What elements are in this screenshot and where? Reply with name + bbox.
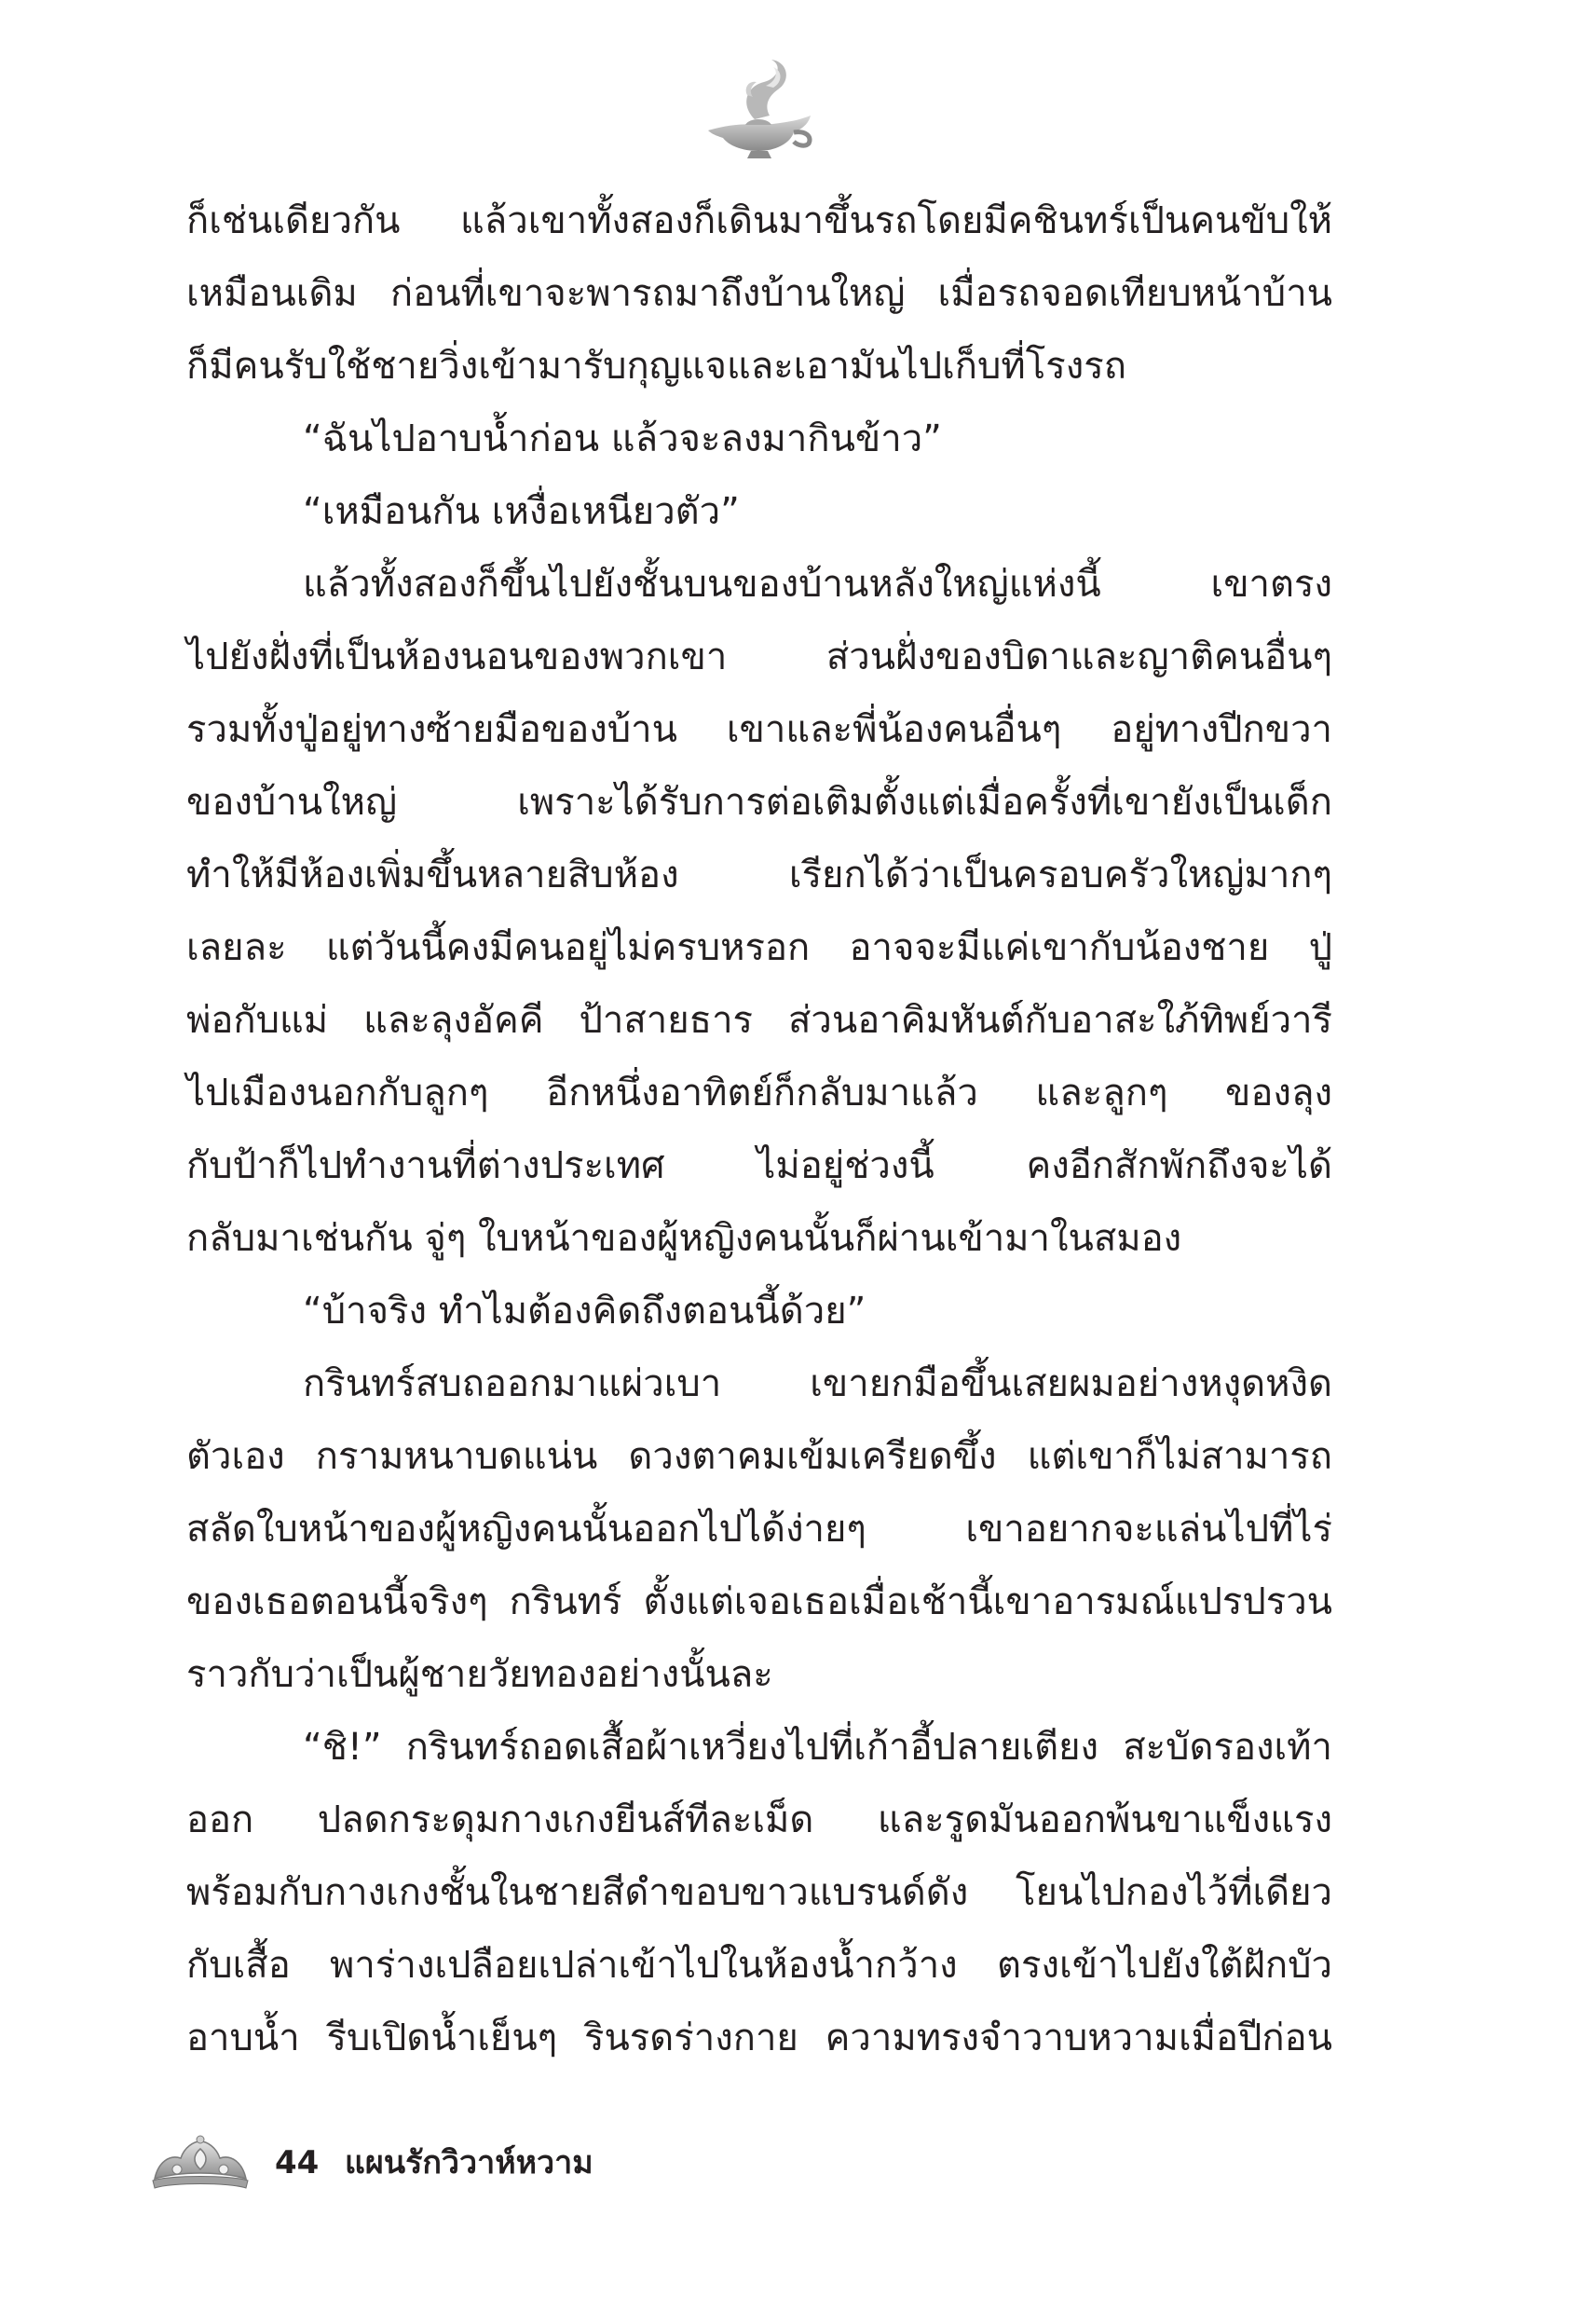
text-line: ออก ปลดกระดุมกางเกงยีนส์ทีละเม็ด และรูดมันออกพ้นขาแข็งแรง xyxy=(186,1798,1332,1841)
text-line: อาบน้ำ รีบเปิดน้ำเย็นๆ รินรดร่างกาย ความทรงจำวาบหวามเมื่อปีก่อน xyxy=(186,2017,1332,2059)
text-line: เหมือนเดิม ก่อนที่เขาจะพารถมาถึงบ้านใหญ่ เมื่อรถจอดเทียบหน้าบ้าน xyxy=(186,272,1332,315)
text-line: กับเสื้อ พาร่างเปลือยเปล่าเข้าไปในห้องน้ำกว้าง ตรงเข้าไปยังใต้ฝักบัว xyxy=(186,1944,1332,1987)
text-line: แล้วทั้งสองก็ขึ้นไปยังชั้นบนของบ้านหลังใหญ่แห่งนี้ เขาตรง xyxy=(303,563,1332,606)
text-line: กรินทร์สบถออกมาแผ่วเบา เขายกมือขึ้นเสยผมอย่างหงุดหงิด xyxy=(303,1362,1332,1405)
text-line: ราวกับว่าเป็นผู้ชายวัยทองอย่างนั้นละ xyxy=(186,1653,773,1696)
text-line: สลัดใบหน้าของผู้หญิงคนนั้นออกไปได้ง่ายๆ เขาอยากจะแล่นไปที่ไร่ xyxy=(186,1508,1332,1551)
page-footer xyxy=(149,2134,801,2199)
text-line: ก็มีคนรับใช้ชายวิ่งเข้ามารับกุญแจและเอามันไปเก็บที่โรงรถ xyxy=(186,345,1126,388)
text-line: ไปยังฝั่งที่เป็นห้องนอนของพวกเขา ส่วนฝั่งของบิดาและญาติคนอื่นๆ xyxy=(186,636,1332,678)
text-line: ของเธอตอนนี้จริงๆ กรินทร์ ตั้งแต่เจอเธอเมื่อเช้านี้เขาอารมณ์แปรปรวน xyxy=(186,1580,1332,1623)
text-line: ไปเมืองนอกกับลูกๆ อีกหนึ่งอาทิตย์ก็กลับมาแล้ว และลูกๆ ของลุง xyxy=(186,1072,1332,1114)
text-line: “ชิ!” กรินทร์ถอดเสื้อผ้าเหวี่ยงไปที่เก้าอี้ปลายเตียง สะบัดรองเท้า xyxy=(303,1726,1332,1769)
text-line: ตัวเอง กรามหนาบดแน่น ดวงตาคมเข้มเครียดขึ้ง แต่เขาก็ไม่สามารถ xyxy=(186,1435,1332,1478)
text-line: พร้อมกับกางเกงชั้นในชายสีดำขอบขาวแบรนด์ดัง โยนไปกองไว้ที่เดียว xyxy=(186,1871,1332,1914)
text-line: ของบ้านใหญ่ เพราะได้รับการต่อเติมตั้งแต่เมื่อครั้งที่เขายังเป็นเด็ก xyxy=(186,781,1332,824)
text-line: รวมทั้งปู่อยู่ทางซ้ายมือของบ้าน เขาและพี่น้องคนอื่นๆ อยู่ทางปีกขวา xyxy=(186,708,1332,751)
book-title: แผนรักวิวาห์หวาม xyxy=(345,2144,593,2181)
text-line: กลับมาเช่นกัน จู่ๆ ใบหน้าของผู้หญิงคนนั้นก็ผ่านเข้ามาในสมอง xyxy=(186,1217,1182,1260)
dialogue-line: “ฉันไปอาบน้ำก่อน แล้วจะลงมากินข้าว” xyxy=(303,417,942,460)
crown-icon xyxy=(149,2134,252,2192)
text-line: ทำให้มีห้องเพิ่มขึ้นหลายสิบห้อง เรียกได้ว่าเป็นครอบครัวใหญ่มากๆ xyxy=(186,854,1332,896)
dialogue-line: “เหมือนกัน เหงื่อเหนียวตัว” xyxy=(303,490,740,533)
text-line: พ่อกับแม่ และลุงอัคคี ป้าสายธาร ส่วนอาคิมหันต์กับอาสะใภ้ทิพย์วารี xyxy=(186,999,1332,1042)
genie-lamp-icon xyxy=(689,54,829,166)
text-line: ก็เช่นเดียวกัน แล้วเขาทั้งสองก็เดินมาขึ้นรถโดยมีคชินทร์เป็นคนขับให้ xyxy=(186,199,1332,242)
dialogue-line: “บ้าจริง ทำไมต้องคิดถึงตอนนี้ด้วย” xyxy=(303,1290,866,1333)
text-line: เลยละ แต่วันนี้คงมีคนอยู่ไม่ครบหรอก อาจจะมีแค่เขากับน้องชาย ปู่ xyxy=(186,926,1332,969)
page-number: 44 xyxy=(275,2144,320,2181)
text-line: กับป้าก็ไปทำงานที่ต่างประเทศ ไม่อยู่ช่วงนี้ คงอีกสักพักถึงจะได้ xyxy=(186,1144,1332,1187)
